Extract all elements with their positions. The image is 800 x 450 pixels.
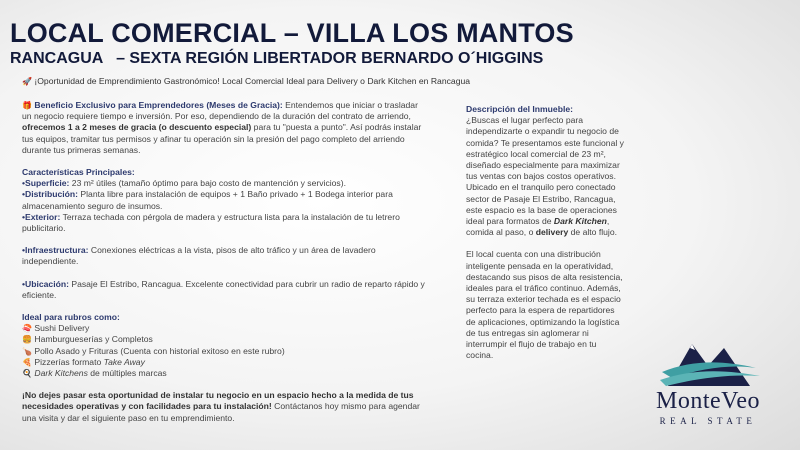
pizza-icon: 🍕 (22, 357, 32, 367)
description-paragraph-2: El local cuenta con una distribución inteligente pensada en la operatividad, destacando sus pisos de alta resistencia, ideales para el tráfico continuo. Además, su terraza exterior techada es el espacio perfecto para la espera de repartidores de aplicaciones, optimizando la logística de tus entregas sin aglomerar ni interrumpir el flujo de trabajo en tu cocina. (466, 249, 623, 361)
list-item: 🍗 Pollo Asado y Frituras (Cuenta con historial exitoso en este rubro) (22, 345, 285, 356)
left-column (22, 100, 427, 435)
rocket-icon: 🚀 (22, 77, 32, 86)
page-subtitle: RANCAGUA – SEXTA REGIÓN LIBERTADOR BERNARDO O´HIGGINS (10, 50, 544, 67)
feature-ubicacion: •Ubicación: Pasaje El Estribo, Rancagua. Excelente conectividad para cubrir un radio de reparto rápido y eficiente. (22, 278, 425, 300)
burger-icon: 🍔 (22, 335, 32, 345)
logo-tagline: REAL STATE (659, 416, 757, 426)
benefit-bold: ofrecemos 1 a 2 meses de gracia (o descuento especial) (22, 122, 252, 133)
features-heading: Características Principales: (22, 167, 135, 178)
list-item: 🍕 Pizzerías formato Take Away (22, 356, 145, 367)
cta-bold: ¡No dejes pasar esta oportunidad de instalar tu negocio en un espacio hecho a la medida de tus necesidades operativas y con facilidades para tu instalación! (22, 390, 414, 412)
benefit-paragraph (22, 100, 427, 156)
list-item: 🍳 Dark Kitchens de múltiples marcas (22, 368, 167, 379)
feature-exterior: •Exterior: Terraza techada con pérgola de madera y estructura lista para la instalación de tu letrero publicitario. (22, 211, 400, 234)
cta-paragraph (22, 390, 427, 424)
kitchen-icon: 🍳 (22, 369, 32, 379)
benefit-text-2: para tu "puesta a punto". Así podrás instalar tus equipos, tramitar tus permisos y afinar tu operación sin la presión del pago completo del arriendo durante tus primeras semanas. (22, 122, 422, 155)
right-column (466, 104, 624, 372)
monteveo-logo (632, 334, 784, 434)
gift-icon: 🎁 (22, 101, 32, 110)
page-title: LOCAL COMERCIAL – VILLA LOS MANTOS (10, 18, 574, 48)
ideal-heading: Ideal para rubros como: (22, 312, 120, 323)
feature-superficie: •Superficie: 23 m² útiles (tamaño óptimo para bajo costo de mantención y servicios). (22, 178, 346, 189)
headline-text: ¡Oportunidad de Emprendimiento Gastronómico! Local Comercial Ideal para Delivery o Dark Kitchen en Rancagua (34, 76, 471, 86)
benefit-label: Beneficio Exclusivo para Emprendedores (Meses de Gracia): (34, 100, 283, 110)
cta-text: Contáctanos hoy mismo para agendar una visita y dar el siguiente paso en tu emprendimiento. (22, 401, 420, 423)
headline (22, 76, 470, 87)
logo-name: MonteVeo (656, 388, 760, 414)
feature-distribucion: •Distribución: Planta libre para instalación de equipos + 1 Baño privado + 1 Bodega interior para almacenamiento seguro de insumos. (22, 189, 393, 211)
mountain-logo-icon (632, 334, 784, 394)
ideal-block (22, 312, 427, 379)
feature-infraestructura: •Infraestructura: Conexiones eléctricas a la vista, pisos de alto tráfico y un área de lavadero independiente. (22, 245, 376, 267)
benefit-text-1: Entendemos que iniciar o trasladar un negocio requiere tiempo e inversión. Por eso, dependiendo de la duración del contrato de arriendo, (22, 100, 418, 122)
list-item: 🍔 Hamburgueserías y Completos (22, 334, 153, 345)
features-block (22, 167, 427, 234)
list-item: 🍣 Sushi Delivery (22, 323, 90, 334)
sushi-icon: 🍣 (22, 324, 32, 334)
description-paragraph-1: ¿Buscas el lugar perfecto para independizarte o expandir tu negocio de comida? Te presentamos este funcional y estratégico local comercial de 23 m², diseñado especialmente para maximizar tus ventas con bajos costos operativos. Ubicado en el tranquilo pero conectado sector de Pasaje El Estribo, Rancagua, este espacio es la base de operaciones ideal para formatos de Dark Kitchen, comida al paso, o delivery de alto flujo. (466, 115, 624, 238)
description-heading: Descripción del Inmueble: (466, 104, 573, 114)
chicken-icon: 🍗 (22, 346, 32, 356)
